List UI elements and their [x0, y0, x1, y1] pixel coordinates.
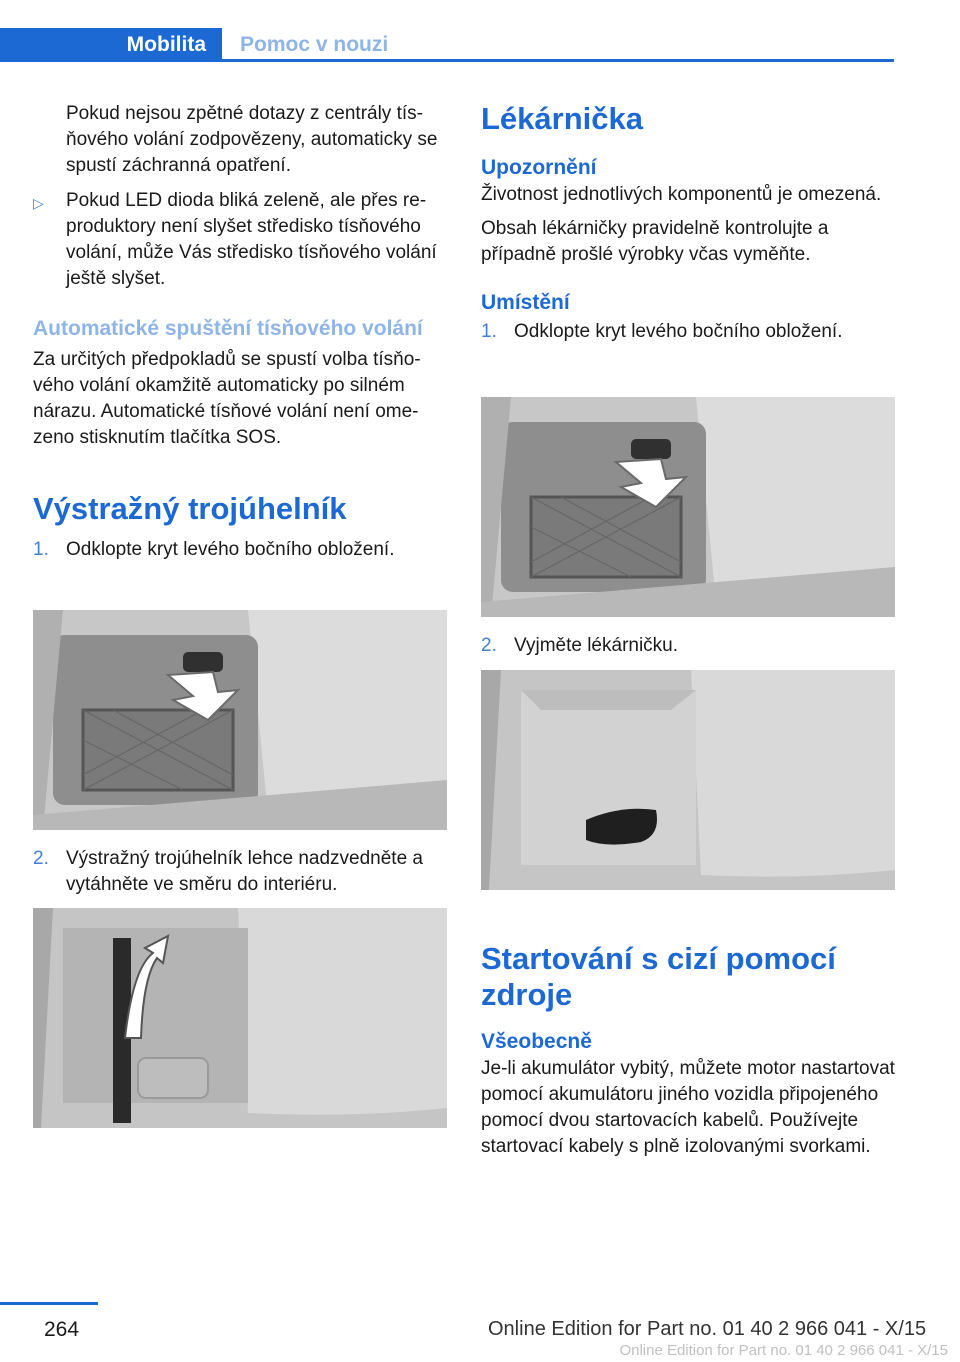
warning-triangle-heading: Výstražný trojúhelník	[33, 491, 347, 526]
step-text: Vyjměte lékárničku.	[514, 635, 679, 656]
watermark: Online Edition for Part no. 01 40 2 966 041 - X/15	[619, 1342, 948, 1359]
right-step-2	[481, 633, 897, 659]
page-number: 264	[44, 1318, 80, 1341]
step-number: 2.	[33, 848, 49, 869]
auto-call-heading: Automatické spuštění tísňového volání	[33, 317, 423, 340]
step-text: Výstražný trojúhelník lehce nadzvedněte a vytáhněte ve směru do interiéru.	[66, 848, 423, 895]
left-column	[33, 101, 449, 563]
header-tab-pomoc[interactable]: Pomoc v nouzi	[240, 33, 389, 56]
notice-paragraph-1: Životnost jednotlivých komponentů je omezená.	[481, 184, 882, 205]
header-rule	[222, 59, 894, 62]
edition-text: Online Edition for Part no. 01 40 2 966 041 - X/15	[488, 1318, 927, 1340]
first-aid-kit-photo	[481, 670, 895, 890]
triangle-bullet-icon: ▷	[33, 195, 44, 211]
left-step-2	[33, 846, 449, 898]
step-number: 2.	[481, 635, 497, 656]
triangle-removal-photo	[33, 908, 447, 1128]
footer-rule	[0, 1302, 98, 1305]
right-column	[481, 101, 897, 345]
first-aid-kit-heading: Lékárnička	[481, 101, 643, 136]
right-lower	[481, 941, 897, 1160]
header-tab-mobilita[interactable]	[0, 28, 222, 62]
step-item	[481, 633, 897, 659]
notice-paragraph-2: Obsah lékárničky pravidelně kontrolujte a případně prošlé výrobky včas vyměňte.	[481, 218, 829, 265]
general-paragraph: Je-li akumulátor vybitý, můžete motor nastartovat pomocí akumulátoru jiného vozidla připojeného pomocí dvou startovacích kabelů. Používejte startovací kabely s plně izolovanými svorkami.	[481, 1058, 895, 1157]
header-tab-mobilita-label: Mobilita	[126, 33, 206, 56]
step-text: Odklopte kryt levého bočního obložení.	[514, 321, 843, 342]
auto-call-paragraph: Za určitých předpokladů se spustí volba tísňového volání okamžitě automaticky po silném nárazu. Automatické tísňové volání není omezeno stisknutím tlačítka SOS.	[33, 349, 421, 448]
step-item	[481, 319, 897, 345]
bullet-text: Pokud LED dioda bliká zeleně, ale přes reproduktory není slyšet středisko tísňového volání, může Vás středisko tísňového volání ještě slyšet.	[66, 190, 437, 289]
trunk-cover-photo-right	[481, 397, 895, 617]
step-item	[33, 846, 449, 898]
step-text: Odklopte kryt levého bočního obložení.	[66, 539, 395, 560]
step-number: 1.	[33, 539, 49, 560]
general-heading: Všeobecně	[481, 1030, 592, 1053]
step-number: 1.	[481, 321, 497, 342]
page-header	[0, 28, 894, 62]
trunk-cover-photo	[33, 610, 447, 830]
step-item	[33, 537, 449, 563]
location-heading: Umístění	[481, 291, 570, 314]
jump-start-heading: Startování s cizí pomocí zdroje	[481, 941, 836, 1012]
notice-heading: Upozornění	[481, 156, 597, 179]
bullet-item	[33, 188, 449, 292]
intro-paragraph: Pokud nejsou zpětné dotazy z centrály tísňového volání zodpovězeny, automaticky se spustí záchranná opatření.	[66, 103, 438, 176]
